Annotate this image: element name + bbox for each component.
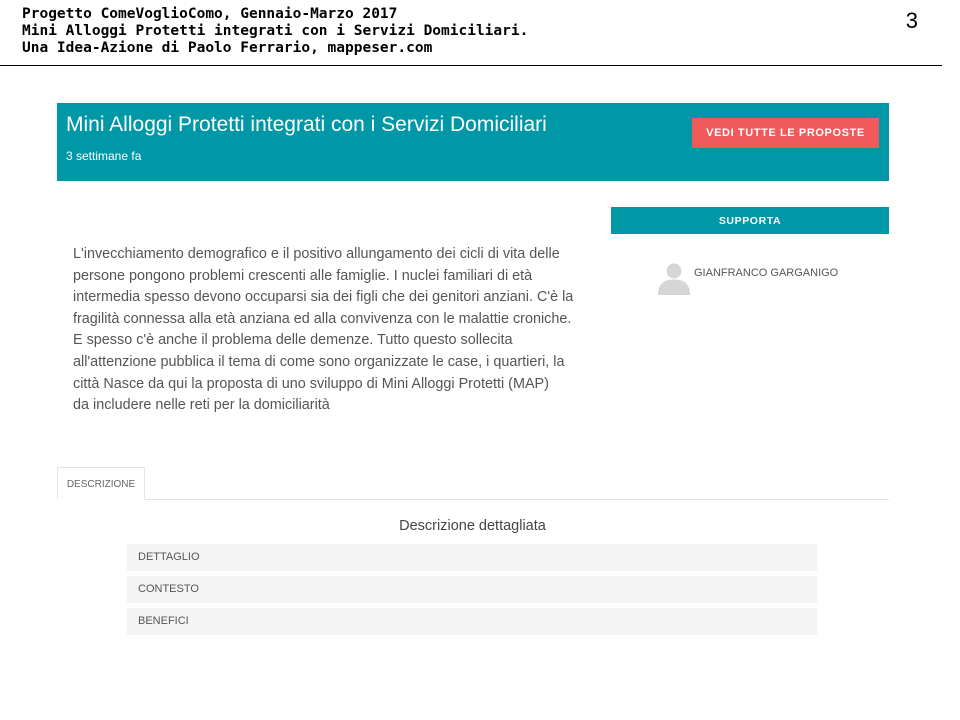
description-line: E spesso c'è anche il problema delle demenze. Tutto questo sollecita — [73, 332, 513, 349]
slide-header — [22, 6, 922, 57]
description-line: fragilità connessa alla età anziana ed alla convivenza con le malattie croniche. — [73, 310, 572, 327]
slide-header-line: Mini Alloggi Protetti integrati con i Servizi Domiciliari. — [22, 23, 529, 39]
accordion-item-contesto[interactable]: CONTESTO — [127, 576, 817, 603]
header-divider — [0, 65, 942, 66]
tab-description[interactable]: DESCRIZIONE — [57, 467, 145, 500]
accordion-item-benefici[interactable]: BENEFICI — [127, 608, 817, 635]
description-line: intermedia spesso devono occuparsi sia dei figli che dei genitori anziani. C'è la — [73, 289, 574, 306]
description-line: L'invecchiamento demografico e il positivo allungamento dei cicli di vita delle — [73, 246, 560, 262]
proposal-description — [73, 244, 598, 417]
proposal-banner — [57, 103, 889, 181]
avatar-icon — [655, 259, 693, 295]
proposal-posted-time: 3 settimane fa — [66, 149, 142, 163]
tab-bar-divider — [57, 499, 889, 500]
description-line: all'attenzione pubblica il tema di come sono organizzate le case, i quartieri, la — [73, 353, 565, 370]
view-all-proposals-button[interactable]: VEDI TUTTE LE PROPOSTE — [692, 118, 879, 148]
accordion-item-dettaglio[interactable]: DETTAGLIO — [127, 544, 817, 571]
support-button[interactable]: SUPPORTA — [611, 207, 889, 234]
detail-heading: Descrizione dettagliata — [399, 518, 546, 534]
description-line: città Nasce da qui la proposta di uno sviluppo di Mini Alloggi Protetti (MAP) — [73, 375, 549, 392]
proposal-title: Mini Alloggi Protetti integrati con i Servizi Domiciliari — [66, 113, 547, 136]
supporter-entry[interactable] — [655, 259, 895, 295]
supporter-name: GIANFRANCO GARGANIGO — [694, 267, 839, 279]
description-line: da includere nelle reti per la domiciliarità — [73, 397, 330, 414]
slide-page-number: 3 — [905, 8, 918, 33]
slide-header-line: Una Idea-Azione di Paolo Ferrario, mappeser.com — [22, 40, 433, 56]
slide-header-line: Progetto ComeVoglioComo, Gennaio-Marzo 2017 — [22, 6, 398, 22]
description-line: persone pongono problemi crescenti alle famiglie. I nuclei familiari di età — [73, 267, 533, 284]
